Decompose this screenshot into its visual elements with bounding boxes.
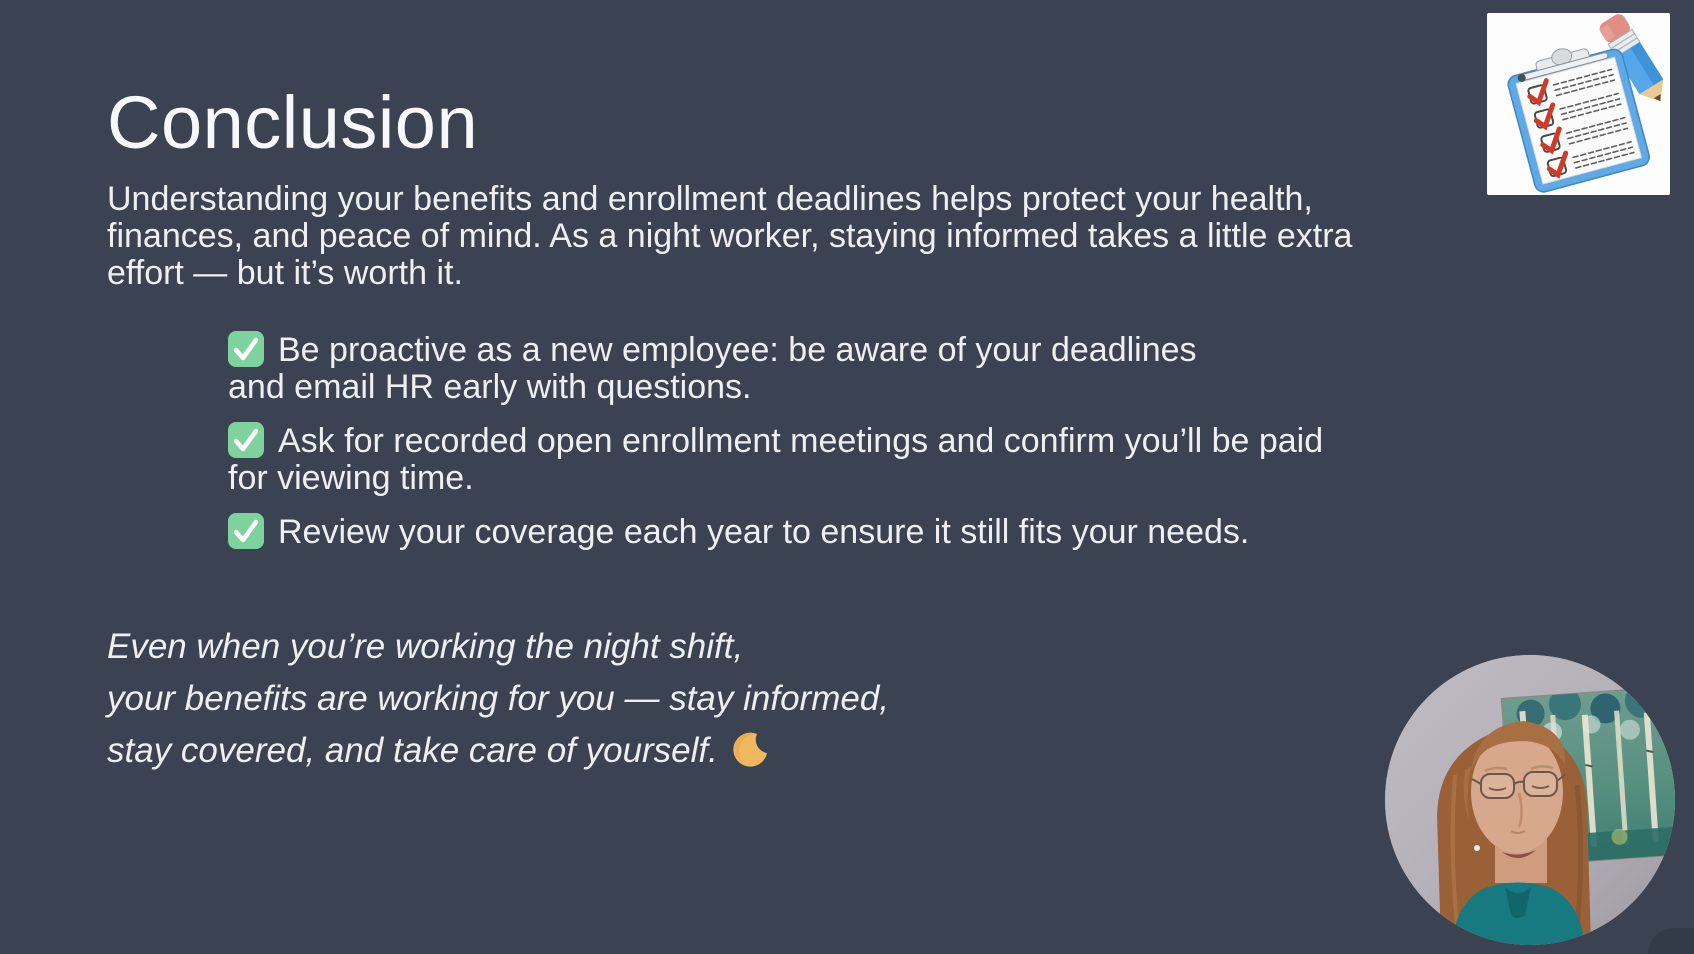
bullet-list	[228, 331, 1358, 567]
corner-shade	[1648, 928, 1694, 954]
bullet-text: Ask for recorded open enrollment meetings and confirm you’ll be paid for viewing time.	[228, 422, 1324, 497]
check-icon	[228, 422, 264, 458]
closing-line: Even when you’re working the night shift,	[107, 627, 744, 666]
closing-line: your benefits are working for you — stay informed,	[107, 679, 890, 718]
presenter-webcam-circle	[1385, 655, 1675, 945]
bullet-text: Review your coverage each year to ensure it still fits your needs.	[278, 513, 1250, 551]
bullet-text: Be proactive as a new employee: be aware of your deadlines and email HR early with questions.	[228, 331, 1197, 406]
closing-statement	[107, 621, 889, 777]
bullet-item	[228, 331, 1258, 406]
slide-title: Conclusion	[107, 81, 479, 164]
clipboard-checklist-image	[1487, 13, 1670, 195]
check-icon	[228, 331, 264, 367]
crescent-moon-icon	[732, 731, 770, 769]
bullet-item	[228, 513, 1343, 551]
check-icon	[228, 513, 264, 549]
closing-line: stay covered, and take care of yourself.	[107, 725, 889, 777]
intro-paragraph: Understanding your benefits and enrollment deadlines helps protect your health, finances, and peace of mind. As a night worker, staying informed takes a little extra effort — but it’s worth it.	[107, 180, 1353, 292]
bullet-item	[228, 422, 1333, 497]
